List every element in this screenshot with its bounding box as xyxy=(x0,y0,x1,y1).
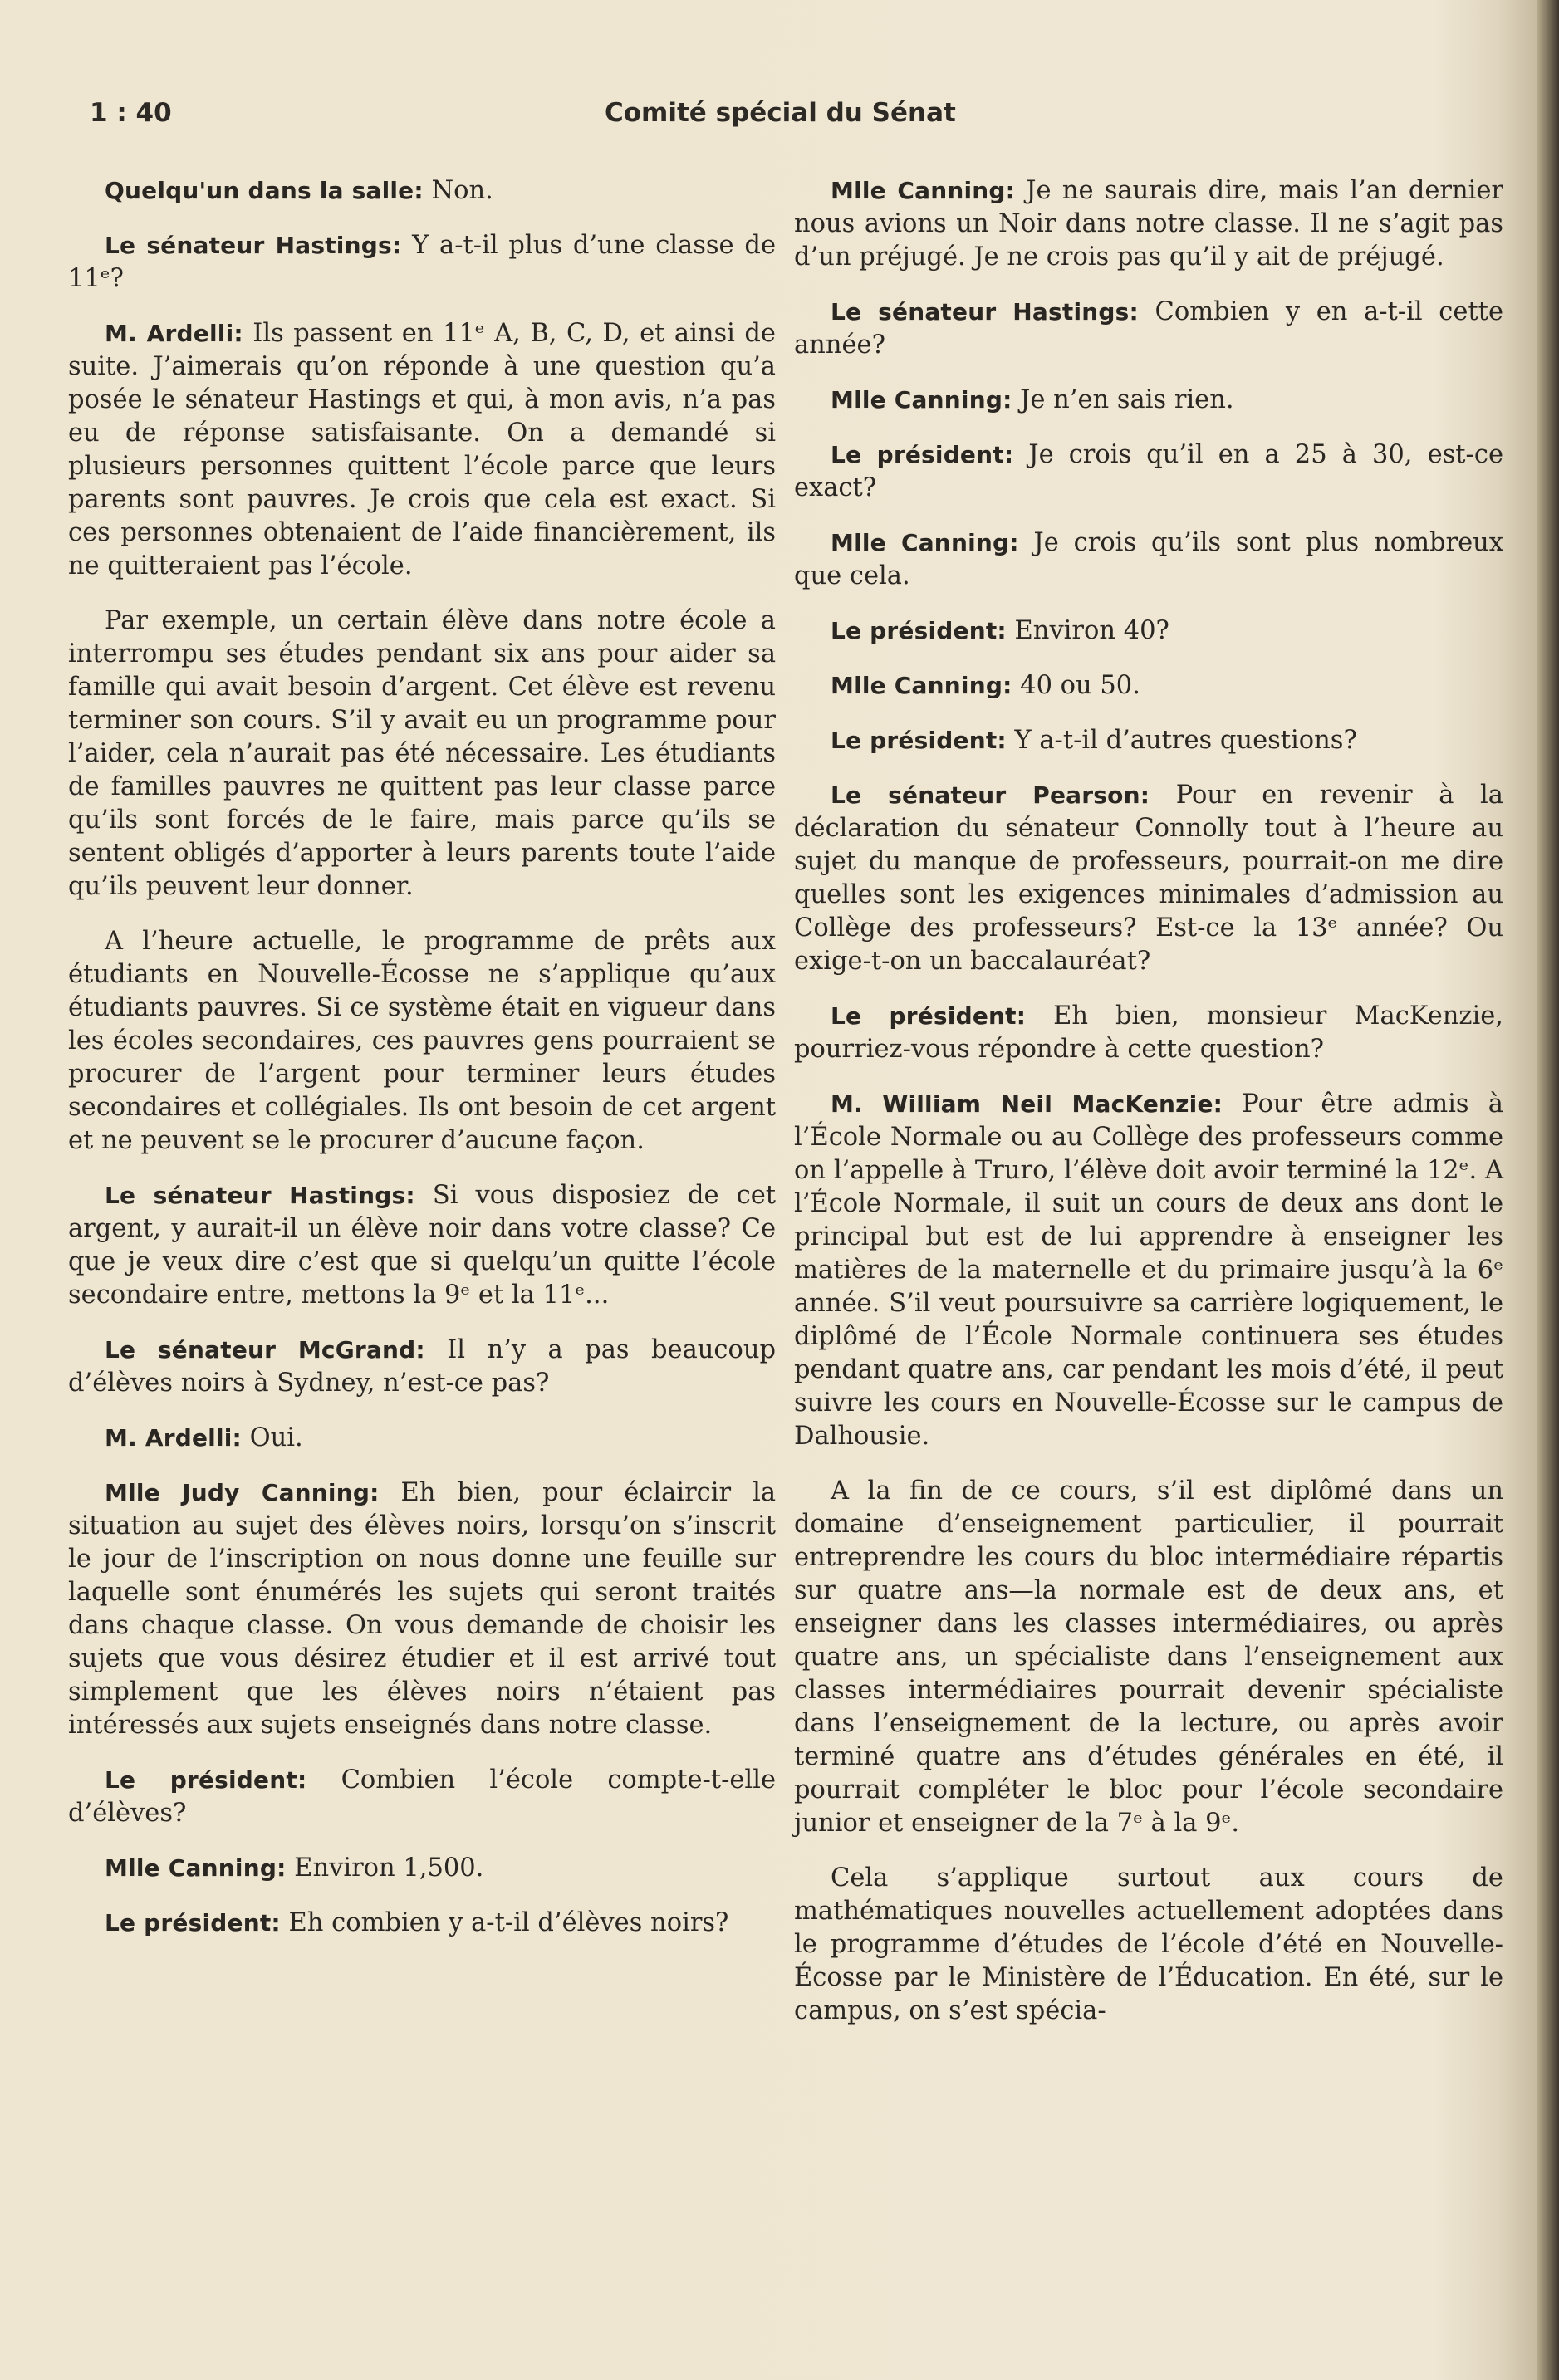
speaker-name: Le sénateur Hastings: xyxy=(105,232,402,259)
paragraph-text: Eh combien y a-t-il d’élèves noirs? xyxy=(280,1908,729,1937)
running-header xyxy=(90,98,1502,140)
paragraph xyxy=(68,1422,776,1455)
paragraph xyxy=(68,1764,776,1830)
paragraph xyxy=(794,615,1503,648)
paragraph-text: Eh bien, monsieur MacKenzie, pourriez-vous répondre à cette question? xyxy=(794,1001,1504,1064)
paragraph-text: A la fin de ce cours, s’il est diplômé dans un domaine d’enseignement particulier, il pourrait entreprendre les cours du bloc intermédiaire répartis sur quatre ans—la normale est de deux ans, et enseigner dans les classes intermédiaires, ou après quatre ans, un spécialiste dans l’enseignement aux classes intermédiaires pourrait devenir spécialiste dans l’enseignement de la lecture, ou après avoir terminé quatre ans d’études générales en été, il pourrait compléter le bloc pour l’école secondaire junior et enseigner de la 7ᵉ à la 9ᵉ. xyxy=(794,1476,1503,1838)
speaker-name: Mlle Canning: xyxy=(831,386,1012,414)
paragraph xyxy=(68,174,776,208)
speaker-name: Mlle Canning: xyxy=(105,1854,287,1882)
paragraph xyxy=(68,925,776,1158)
paragraph-text: Eh bien, pour éclaircir la situation au sujet des élèves noirs, lorsqu’on s’inscrit le jour de l’inscription on nous donne une feuille sur laquelle sont énumérés les sujets qui seront traités dans chaque classe. On vous demande de choisir les sujets que vous désirez étudier et il est arrivé tout simplement que les élèves noirs n’étaient pas intéressés aux sujets enseignés dans notre classe. xyxy=(68,1478,777,1740)
speaker-name: Le président: xyxy=(831,441,1014,468)
paragraph xyxy=(794,174,1503,274)
speaker-name: Mlle Canning: xyxy=(831,529,1019,556)
speaker-name: M. Ardelli: xyxy=(105,1424,242,1452)
paragraph-text: Oui. xyxy=(241,1423,303,1452)
paragraph-text: Par exemple, un certain élève dans notre école a interrompu ses études pendant six ans pour aider sa famille qui avait besoin d’argent. Cet élève est revenu terminer son cours. S’il y avait eu un programme pour l’aider, cela n’aurait pas été nécessaire. Les étudiants de familles pauvres ne quittent pas leur classe parce qu’ils sont forcés de le faire, mais parce qu’ils se sentent obligés d’apporter à leurs parents toute l’aide qu’ils peuvent leur donner. xyxy=(68,606,776,901)
speaker-name: Mlle Canning: xyxy=(831,177,1016,204)
speaker-name: Mlle Judy Canning: xyxy=(105,1479,380,1506)
speaker-name: Le président: xyxy=(831,1002,1027,1030)
speaker-name: Le président: xyxy=(105,1909,281,1937)
left-column xyxy=(68,174,776,1961)
paragraph xyxy=(794,296,1503,362)
paragraph-text: Environ 1,500. xyxy=(286,1854,484,1883)
speaker-name: Le sénateur McGrand: xyxy=(105,1336,425,1364)
speaker-name: Quelqu'un dans la salle: xyxy=(105,177,424,204)
speaker-name: Le président: xyxy=(831,727,1007,754)
speaker-name: Mlle Canning: xyxy=(831,672,1012,699)
paragraph xyxy=(794,1000,1503,1066)
page-number: 1 : 40 xyxy=(90,98,172,128)
paragraph-text: Pour être admis à l’École Normale ou au Collège des professeurs comme on l’appelle à Truro, l’élève doit avoir terminé la 12ᵉ. A l’École Normale, il suit un cours de deux ans dont le principal but est de lui apprendre à enseigner les matières de la maternelle et du primaire jusqu’à la 6ᵉ année. S’il veut poursuivre sa carrière logiquement, le diplômé de l’École Normale continuera ses études pendant quatre ans, car pendant les mois d’été, il peut suivre les cours en Nouvelle-Écosse sur le campus de Dalhousie. xyxy=(794,1090,1503,1451)
paragraph-text: Y a-t-il d’autres questions? xyxy=(1006,726,1357,755)
paragraph-text: 40 ou 50. xyxy=(1012,671,1140,700)
paragraph-text: Pour en revenir à la déclaration du sénateur Connolly tout à l’heure au sujet du manque de professeurs, pourrait-on me dire quelles sont les exigences minimales d’admission au Collège des professeurs? Est-ce la 13ᵉ année? Ou exige-t-on un baccalauréat? xyxy=(794,781,1503,976)
paragraph-text: Ils passent en 11ᵉ A, B, C, D, et ainsi de suite. J’aimerais qu’on réponde à une question qu’a posée le sénateur Hastings et qui, à mon avis, n’a pas eu de réponse satisfaisante. On a demandé si plusieurs personnes quittent l’école parce que leurs parents sont pauvres. Je crois que cela est exact. Si ces personnes obtenaient de l’aide financièrement, ils ne quitteraient pas l’école. xyxy=(68,319,776,580)
paragraph xyxy=(794,384,1503,417)
paragraph-text: A l’heure actuelle, le programme de prêts aux étudiants en Nouvelle-Écosse ne s’applique qu’aux étudiants pauvres. Si ce système était en vigueur dans les écoles secondaires, ces pauvres gens pourraient se procurer de l’argent pour terminer leurs études secondaires et collégiales. Ils ont besoin de cet argent et ne peuvent se le procurer d’aucune façon. xyxy=(68,927,776,1155)
paragraph xyxy=(68,1852,776,1885)
speaker-name: Le sénateur Hastings: xyxy=(105,1182,415,1209)
paragraph-text: Je ne saurais dire, mais l’an dernier nous avions un Noir dans notre classe. Il ne s’agit pas d’un préjugé. Je ne crois pas qu’il y ait de préjugé. xyxy=(794,176,1504,272)
page-title: Comité spécial du Sénat xyxy=(605,98,956,128)
paragraph xyxy=(68,1179,776,1312)
paragraph xyxy=(68,317,776,583)
paragraph xyxy=(794,1475,1503,1840)
right-column xyxy=(794,174,1503,2049)
paragraph xyxy=(794,526,1503,593)
paragraph-text: Environ 40? xyxy=(1006,616,1169,645)
paragraph-text: Je crois qu’il en a 25 à 30, est-ce exact? xyxy=(794,440,1503,502)
speaker-name: Le sénateur Pearson: xyxy=(831,781,1150,809)
paragraph xyxy=(794,1862,1503,2028)
speaker-name: Le sénateur Hastings: xyxy=(831,298,1139,326)
paragraph-text: Non. xyxy=(423,176,493,205)
speaker-name: Le président: xyxy=(831,617,1007,644)
paragraph xyxy=(794,438,1503,505)
paragraph-text: Si vous disposiez de cet argent, y aurait-il un élève noir dans votre classe? Ce que je veux dire c’est que si quelqu’un quitte l’école secondaire entre, mettons la 9ᵉ et la 11ᵉ... xyxy=(68,1181,776,1310)
paragraph-text: Il n’y a pas beaucoup d’élèves noirs à Sydney, n’est-ce pas? xyxy=(68,1335,777,1398)
book-spine-shadow xyxy=(1537,0,1559,2380)
paragraph xyxy=(794,669,1503,703)
paragraph-text: Combien l’école compte-t-elle d’élèves? xyxy=(68,1765,776,1828)
speaker-name: M. William Neil MacKenzie: xyxy=(831,1090,1223,1118)
paragraph xyxy=(794,779,1503,978)
paragraph-text: Cela s’applique surtout aux cours de mathématiques nouvelles actuellement adoptées dans le programme d’études de l’école d’été en Nouvelle-Écosse par le Ministère de l’Éducation. En été, sur le campus, on s’est spécia- xyxy=(794,1863,1503,2025)
paragraph xyxy=(68,229,776,296)
paragraph-text: Combien y en a-t-il cette année? xyxy=(794,297,1503,360)
paragraph-text: Je crois qu’ils sont plus nombreux que cela. xyxy=(794,528,1503,590)
paragraph xyxy=(68,1907,776,1940)
paragraph xyxy=(794,1088,1503,1453)
paragraph xyxy=(794,724,1503,757)
paragraph xyxy=(68,1334,776,1400)
paragraph xyxy=(68,605,776,904)
speaker-name: M. Ardelli: xyxy=(105,320,243,347)
paragraph-text: Y a-t-il plus d’une classe de 11ᵉ? xyxy=(68,231,776,293)
speaker-name: Le président: xyxy=(105,1766,307,1794)
paragraph-text: Je n’en sais rien. xyxy=(1012,385,1234,414)
paragraph xyxy=(68,1476,776,1742)
